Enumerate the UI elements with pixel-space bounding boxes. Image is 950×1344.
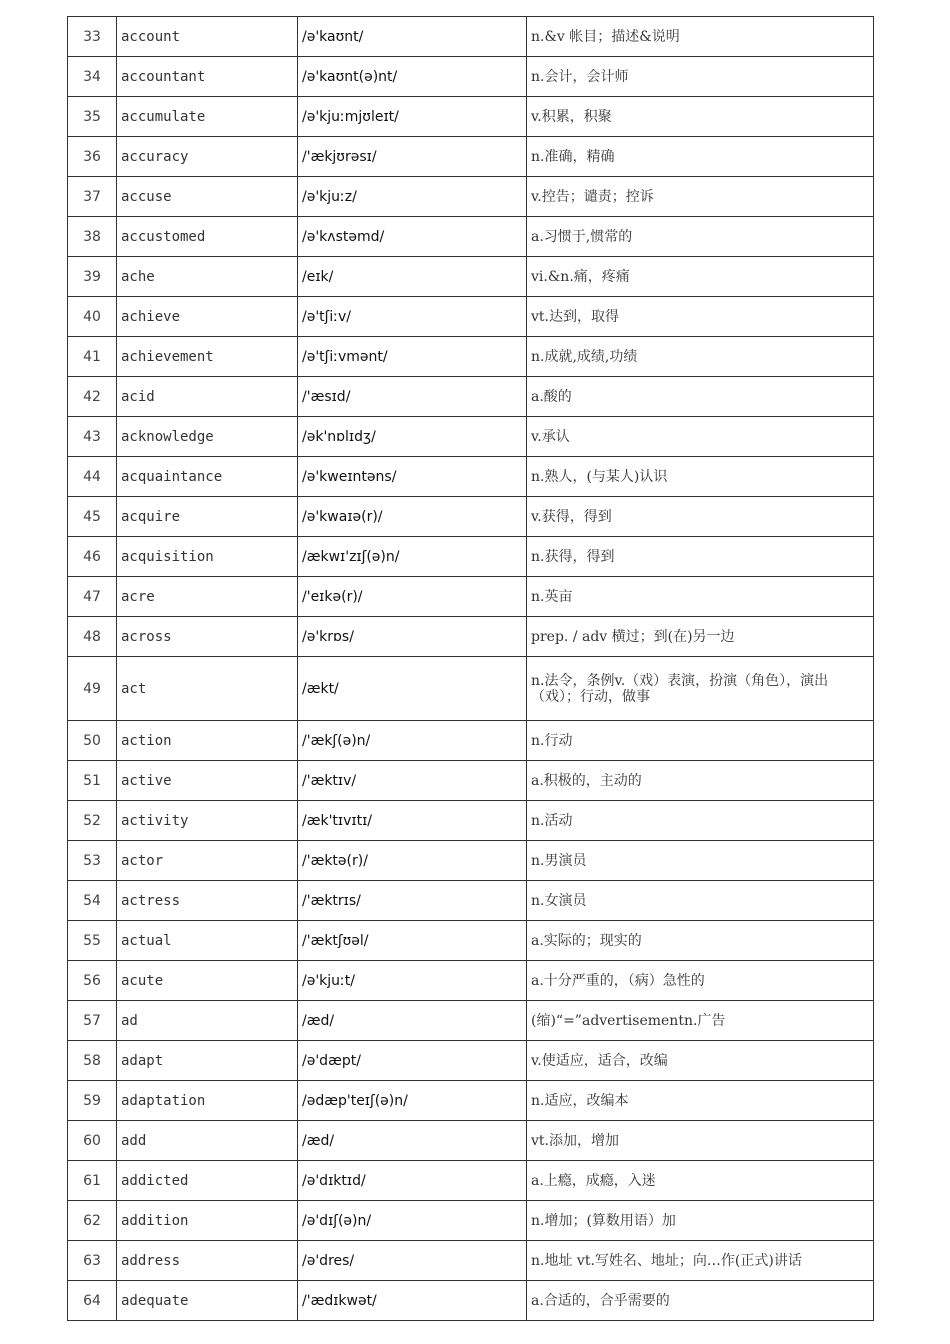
table-row [68,17,874,57]
entry-number: 34 [68,57,117,97]
entry-word: achievement [117,337,298,377]
entry-word: acquisition [117,537,298,577]
entry-word: achieve [117,297,298,337]
entry-number: 33 [68,17,117,57]
entry-number: 52 [68,801,117,841]
entry-word: actual [117,921,298,961]
entry-pronunciation: /'æktɪv/ [298,761,527,801]
entry-definition: vi.&n.痛，疼痛 [527,257,874,297]
entry-number: 35 [68,97,117,137]
table-row [68,961,874,1001]
entry-definition: a.习惯于,惯常的 [527,217,874,257]
entry-definition: n.获得，得到 [527,537,874,577]
entry-number: 49 [68,657,117,721]
table-row [68,657,874,721]
entry-pronunciation: /ə'tʃiːv/ [298,297,527,337]
table-row [68,617,874,657]
entry-pronunciation: /ə'tʃiːvmənt/ [298,337,527,377]
entry-word: act [117,657,298,721]
entry-word: adequate [117,1281,298,1321]
entry-word: accuracy [117,137,298,177]
entry-number: 57 [68,1001,117,1041]
entry-definition: a.实际的；现实的 [527,921,874,961]
entry-pronunciation: /ə'kaʊnt/ [298,17,527,57]
entry-definition: v.控告；谴责；控诉 [527,177,874,217]
vocabulary-table-body [68,17,874,1321]
entry-number: 42 [68,377,117,417]
entry-definition: a.酸的 [527,377,874,417]
entry-number: 50 [68,721,117,761]
table-row [68,841,874,881]
table-row [68,921,874,961]
entry-word: ad [117,1001,298,1041]
entry-definition: vt.达到，取得 [527,297,874,337]
table-row [68,1281,874,1321]
entry-definition: n.&v 帐目；描述&说明 [527,17,874,57]
table-row [68,761,874,801]
entry-definition: a.合适的，合乎需要的 [527,1281,874,1321]
entry-pronunciation: /'ædɪkwət/ [298,1281,527,1321]
entry-pronunciation: /ækwɪ'zɪʃ(ə)n/ [298,537,527,577]
entry-definition: n.行动 [527,721,874,761]
entry-definition: v.积累，积聚 [527,97,874,137]
entry-word: addicted [117,1161,298,1201]
table-row [68,377,874,417]
entry-pronunciation: /ə'dɪʃ(ə)n/ [298,1201,527,1241]
table-row [68,1121,874,1161]
entry-definition: n.地址 vt.写姓名、地址；向…作(正式)讲话 [527,1241,874,1281]
entry-number: 46 [68,537,117,577]
entry-pronunciation: /æk'tɪvɪtɪ/ [298,801,527,841]
entry-number: 37 [68,177,117,217]
entry-number: 54 [68,881,117,921]
entry-word: actress [117,881,298,921]
entry-number: 55 [68,921,117,961]
entry-word: actor [117,841,298,881]
entry-pronunciation: /ə'dɪktɪd/ [298,1161,527,1201]
entry-word: action [117,721,298,761]
entry-number: 51 [68,761,117,801]
table-row [68,97,874,137]
entry-definition: v.获得，得到 [527,497,874,537]
entry-pronunciation: /ə'kwaɪə(r)/ [298,497,527,537]
entry-number: 45 [68,497,117,537]
entry-definition: a.上瘾，成瘾，入迷 [527,1161,874,1201]
entry-number: 44 [68,457,117,497]
table-row [68,57,874,97]
entry-pronunciation: /'æktʃʊəl/ [298,921,527,961]
table-row [68,257,874,297]
entry-definition: n.增加；(算数用语）加 [527,1201,874,1241]
entry-pronunciation: /'æktrɪs/ [298,881,527,921]
entry-word: across [117,617,298,657]
entry-definition: n.英亩 [527,577,874,617]
table-row [68,1161,874,1201]
entry-word: acid [117,377,298,417]
entry-pronunciation: /ə'kjuːz/ [298,177,527,217]
entry-pronunciation: /ədæp'teɪʃ(ə)n/ [298,1081,527,1121]
entry-definition: vt.添加，增加 [527,1121,874,1161]
entry-number: 41 [68,337,117,377]
entry-word: accumulate [117,97,298,137]
entry-word: acquire [117,497,298,537]
table-row [68,721,874,761]
entry-word: acquaintance [117,457,298,497]
entry-number: 48 [68,617,117,657]
table-row [68,217,874,257]
entry-word: adapt [117,1041,298,1081]
entry-pronunciation: /ə'kjuːt/ [298,961,527,1001]
entry-pronunciation: /æd/ [298,1001,527,1041]
entry-definition: n.成就,成绩,功绩 [527,337,874,377]
entry-pronunciation: /'æsɪd/ [298,377,527,417]
entry-word: adaptation [117,1081,298,1121]
entry-definition: a.积极的，主动的 [527,761,874,801]
entry-word: accuse [117,177,298,217]
entry-pronunciation: /æd/ [298,1121,527,1161]
entry-number: 47 [68,577,117,617]
table-row [68,417,874,457]
table-row [68,537,874,577]
entry-word: activity [117,801,298,841]
entry-definition: (缩)“=”advertisementn.广告 [527,1001,874,1041]
entry-number: 58 [68,1041,117,1081]
entry-pronunciation: /'eɪkə(r)/ [298,577,527,617]
entry-word: accountant [117,57,298,97]
entry-word: acute [117,961,298,1001]
table-row [68,177,874,217]
table-row [68,1241,874,1281]
entry-definition: n.熟人，(与某人)认识 [527,457,874,497]
entry-number: 63 [68,1241,117,1281]
table-row [68,1001,874,1041]
table-row [68,881,874,921]
entry-pronunciation: /ə'kweɪntəns/ [298,457,527,497]
entry-pronunciation: /ə'krɒs/ [298,617,527,657]
entry-pronunciation: /'ækjʊrəsɪ/ [298,137,527,177]
entry-number: 62 [68,1201,117,1241]
table-row [68,1081,874,1121]
table-row [68,1041,874,1081]
entry-word: account [117,17,298,57]
entry-number: 40 [68,297,117,337]
entry-pronunciation: /eɪk/ [298,257,527,297]
entry-pronunciation: /ə'kjuːmjʊleɪt/ [298,97,527,137]
entry-number: 56 [68,961,117,1001]
entry-pronunciation: /'æktə(r)/ [298,841,527,881]
entry-definition: n.准确，精确 [527,137,874,177]
entry-number: 59 [68,1081,117,1121]
table-row [68,137,874,177]
entry-word: acknowledge [117,417,298,457]
entry-definition: v.承认 [527,417,874,457]
table-row [68,1201,874,1241]
entry-number: 39 [68,257,117,297]
entry-pronunciation: /ə'kaʊnt(ə)nt/ [298,57,527,97]
table-row [68,497,874,537]
entry-word: acre [117,577,298,617]
entry-number: 43 [68,417,117,457]
table-row [68,577,874,617]
entry-pronunciation: /ək'nɒlɪdʒ/ [298,417,527,457]
entry-word: accustomed [117,217,298,257]
entry-pronunciation: /ækt/ [298,657,527,721]
entry-pronunciation: /ə'dres/ [298,1241,527,1281]
entry-definition: n.适应，改编本 [527,1081,874,1121]
entry-word: ache [117,257,298,297]
entry-number: 61 [68,1161,117,1201]
entry-pronunciation: /ə'dæpt/ [298,1041,527,1081]
entry-number: 38 [68,217,117,257]
entry-definition: n.法令，条例v.（戏）表演，扮演（角色），演出（戏）；行动，做事 [527,657,874,721]
table-row [68,297,874,337]
entry-pronunciation: /'ækʃ(ə)n/ [298,721,527,761]
vocabulary-table [67,16,874,1321]
table-row [68,457,874,497]
entry-definition: n.会计，会计师 [527,57,874,97]
table-row [68,801,874,841]
table-row [68,337,874,377]
entry-word: add [117,1121,298,1161]
entry-pronunciation: /ə'kʌstəmd/ [298,217,527,257]
entry-definition: n.活动 [527,801,874,841]
entry-number: 53 [68,841,117,881]
entry-definition: a.十分严重的，（病）急性的 [527,961,874,1001]
entry-definition: n.男演员 [527,841,874,881]
entry-number: 64 [68,1281,117,1321]
entry-word: addition [117,1201,298,1241]
entry-word: active [117,761,298,801]
entry-definition: prep. / adv 横过；到(在)另一边 [527,617,874,657]
entry-definition: n.女演员 [527,881,874,921]
entry-word: address [117,1241,298,1281]
entry-definition: v.使适应，适合，改编 [527,1041,874,1081]
entry-number: 60 [68,1121,117,1161]
entry-number: 36 [68,137,117,177]
